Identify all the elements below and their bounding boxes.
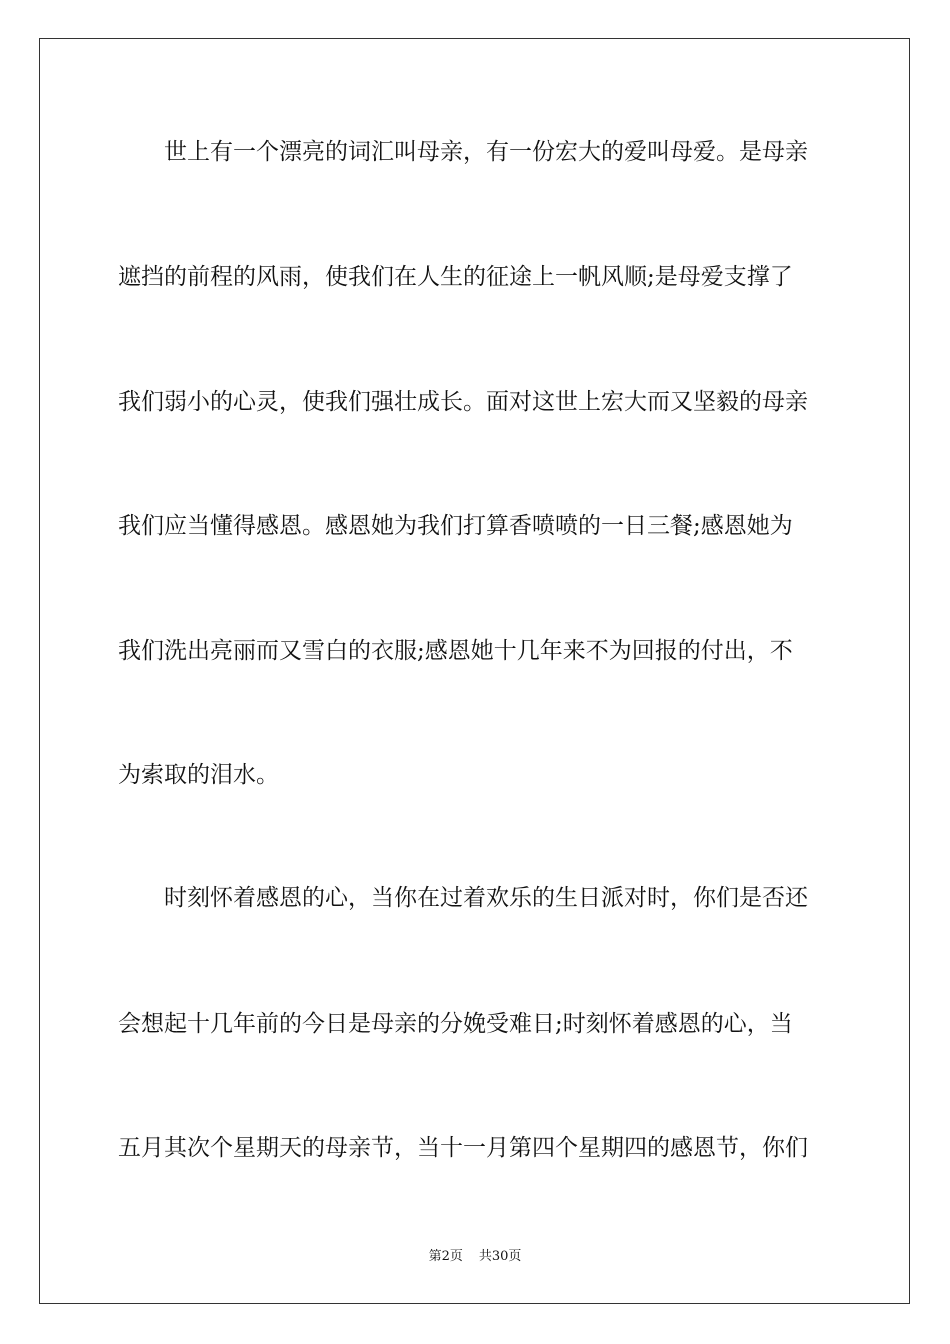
paragraph-1-line-3: 我们弱小的心灵，使我们强壮成长。面对这世上宏大而又坚毅的母亲: [118, 389, 808, 415]
page-footer: [0, 1248, 950, 1266]
page-total: 共30页: [478, 1249, 522, 1264]
paragraph-1-line-4: 我们应当懂得感恩。感恩她为我们打算香喷喷的一日三餐;感恩她为: [118, 513, 793, 539]
paragraph-1-line-5: 我们洗出亮丽而又雪白的衣服;感恩她十几年来不为回报的付出，不: [118, 638, 793, 664]
paragraph-1-line-1: 世上有一个漂亮的词汇叫母亲，有一份宏大的爱叫母爱。是母亲: [164, 139, 808, 165]
paragraph-2-line-3: 五月其次个星期天的母亲节，当十一月第四个星期四的感恩节，你们: [118, 1135, 808, 1161]
page-number: 第2页: [428, 1249, 463, 1264]
paragraph-2-line-2: 会想起十几年前的今日是母亲的分娩受难日;时刻怀着感恩的心，当: [118, 1011, 793, 1037]
page-border: [39, 38, 910, 1304]
paragraph-2-line-1: 时刻怀着感恩的心，当你在过着欢乐的生日派对时，你们是否还: [164, 885, 808, 911]
paragraph-1-line-2: 遮挡的前程的风雨，使我们在人生的征途上一帆风顺;是母爱支撑了: [118, 264, 793, 290]
paragraph-1-line-6: 为索取的泪水。: [118, 762, 279, 788]
